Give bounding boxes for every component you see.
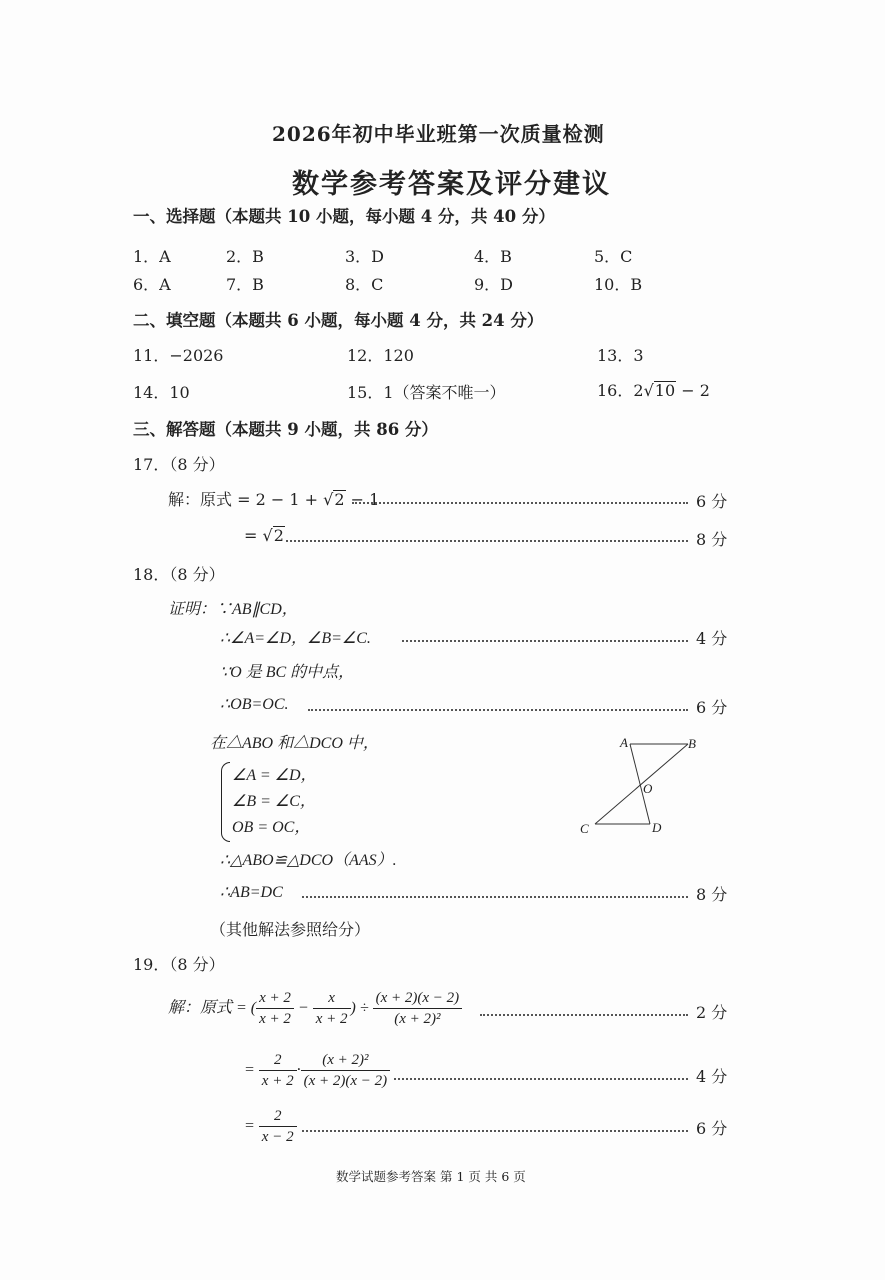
point-o-label: O xyxy=(643,781,653,796)
q19-step-1-prefix: 解：原式 = ( xyxy=(168,999,257,1017)
fraction-1-denominator: x + 2 xyxy=(259,1011,291,1028)
q18-score-1: 4 分 xyxy=(696,629,728,648)
mc-answer-9: 9．D xyxy=(474,275,514,294)
multiply-dot: · xyxy=(296,1061,301,1079)
q19-leader-dots-2 xyxy=(394,1078,688,1080)
fill-answer-14: 14．10 xyxy=(133,383,190,402)
q19-score-3: 6 分 xyxy=(696,1119,728,1138)
q18-line-5: 在△ABO 和△DCO 中， xyxy=(210,735,379,752)
q18-leader-dots-3 xyxy=(302,896,688,898)
q19-leader-dots-3 xyxy=(302,1130,688,1132)
q18-line-6: ∴△ABO≌△DCO（AAS）. xyxy=(220,852,397,869)
fraction-4-numerator: 2 xyxy=(259,1050,297,1071)
fraction-1 xyxy=(256,988,294,1030)
mc-answer-1: 1．A xyxy=(133,247,171,266)
section-1-heading: 一、选择题（本题共 10 小题，每小题 4 分，共 40 分） xyxy=(133,207,555,226)
fraction-3-denominator: (x + 2)² xyxy=(394,1011,441,1028)
equals-sign: = xyxy=(244,1117,255,1135)
geometry-figure xyxy=(570,730,710,842)
vertex-d-label: D xyxy=(652,820,662,835)
mc-answer-4: 4．B xyxy=(474,247,512,266)
fraction-4-denominator: x + 2 xyxy=(261,1073,294,1090)
fraction-6 xyxy=(259,1106,297,1148)
q18-line-3: ∵O 是 BC 的中点， xyxy=(220,664,355,681)
q17-score-1: 6 分 xyxy=(696,492,728,511)
q19-score-2: 4 分 xyxy=(696,1067,728,1086)
fraction-3 xyxy=(373,988,463,1030)
fill-answer-13: 13．3 xyxy=(597,346,644,365)
q17-leader-dots-2 xyxy=(286,540,688,542)
q17-radicand-2: 2 xyxy=(273,526,284,545)
q18-score-2: 6 分 xyxy=(696,698,728,717)
q18-leader-dots-1 xyxy=(402,640,688,642)
fill-answer-12: 12．120 xyxy=(347,346,414,365)
mc-answer-10: 10．B xyxy=(594,275,643,294)
fraction-5-denominator: (x + 2)(x − 2) xyxy=(303,1073,388,1090)
fraction-2-denominator: x + 2 xyxy=(315,1011,348,1028)
fraction-5 xyxy=(301,1050,391,1092)
vertex-c-label: C xyxy=(580,821,589,836)
q17-leader-dots-1 xyxy=(352,502,688,504)
sqrt-symbol: √ xyxy=(323,490,334,509)
page-footer: 数学试题参考答案 第 1 页 共 6 页 xyxy=(336,1169,526,1184)
fill-answer-16 xyxy=(597,378,710,401)
q17-radicand-1: 2 xyxy=(334,490,345,509)
q19-step-3 xyxy=(244,1106,297,1148)
q16-sqrt-symbol: √ xyxy=(643,381,654,400)
fill-answer-11: 11．−2026 xyxy=(133,346,224,365)
sqrt-symbol: √ xyxy=(262,526,273,545)
fraction-3-numerator: (x + 2)(x − 2) xyxy=(373,988,463,1009)
mc-answer-2: 2．B xyxy=(226,247,264,266)
q17-label: 17．（8 分） xyxy=(133,455,225,474)
mc-answer-3: 3．D xyxy=(345,247,385,266)
section-2-heading: 二、填空题（本题共 6 小题，每小题 4 分，共 24 分） xyxy=(133,311,544,330)
q19-label: 19．（8 分） xyxy=(133,955,225,974)
q19-score-1: 2 分 xyxy=(696,1003,728,1022)
q17-step-1-suffix: − 1 xyxy=(345,490,380,509)
q17-step-1 xyxy=(168,487,379,510)
exam-title: 2026年初中毕业班第一次质量检测 xyxy=(272,122,605,146)
q18-label: 18．（8 分） xyxy=(133,565,225,584)
q18-condition-1: ∠A = ∠D， xyxy=(232,767,317,784)
fraction-2-numerator: x xyxy=(313,988,351,1009)
q16-coefficient: 2 xyxy=(633,381,644,400)
q16-tail: − 2 xyxy=(676,381,710,400)
q18-line-4: ∴OB=OC. xyxy=(220,696,289,713)
segment-bc xyxy=(595,744,688,824)
q18-condition-2: ∠B = ∠C， xyxy=(232,793,316,810)
fill-answer-15: 15．1（答案不唯一） xyxy=(347,383,506,402)
fraction-6-numerator: 2 xyxy=(259,1106,297,1127)
fraction-5-numerator: (x + 2)² xyxy=(301,1050,391,1071)
system-brace xyxy=(221,762,230,842)
q17-step-2-text: = xyxy=(244,526,263,545)
mc-answer-5: 5．C xyxy=(594,247,633,266)
q19-leader-dots-1 xyxy=(480,1014,688,1016)
q18-note: （其他解法参照给分） xyxy=(210,920,371,939)
q16-radicand: 10 xyxy=(654,381,676,400)
mc-answer-6: 6．A xyxy=(133,275,171,294)
equals-sign: = xyxy=(244,1061,255,1079)
q19-step-2 xyxy=(244,1050,390,1092)
q18-line-7: ∴AB=DC xyxy=(220,884,283,901)
mc-answer-7: 7．B xyxy=(226,275,264,294)
section-3-heading: 三、解答题（本题共 9 小题，共 86 分） xyxy=(133,420,438,439)
q17-step-1-text: 解：原式 = 2 − 1 + xyxy=(168,490,324,509)
q18-leader-dots-2 xyxy=(308,709,688,711)
q18-line-1: 证明：∵AB∥CD， xyxy=(168,601,298,618)
fraction-2 xyxy=(313,988,351,1030)
fraction-4 xyxy=(259,1050,297,1092)
close-paren-divide: ) ÷ xyxy=(350,999,369,1017)
q18-score-3: 8 分 xyxy=(696,885,728,904)
minus-sign: − xyxy=(297,999,309,1017)
q17-score-2: 8 分 xyxy=(696,530,728,549)
mc-answer-8: 8．C xyxy=(345,275,384,294)
q19-step-1 xyxy=(168,988,462,1030)
q16-label: 16． xyxy=(597,381,634,400)
q17-step-2 xyxy=(244,526,285,545)
fraction-1-numerator: x + 2 xyxy=(256,988,294,1009)
q18-condition-3: OB = OC， xyxy=(232,819,311,836)
q18-line-2: ∴∠A=∠D，∠B=∠C. xyxy=(220,630,371,647)
vertex-b-label: B xyxy=(688,736,696,751)
answer-key-title: 数学参考答案及评分建议 xyxy=(292,169,611,200)
fraction-6-denominator: x − 2 xyxy=(261,1129,294,1146)
vertex-a-label: A xyxy=(620,735,628,750)
